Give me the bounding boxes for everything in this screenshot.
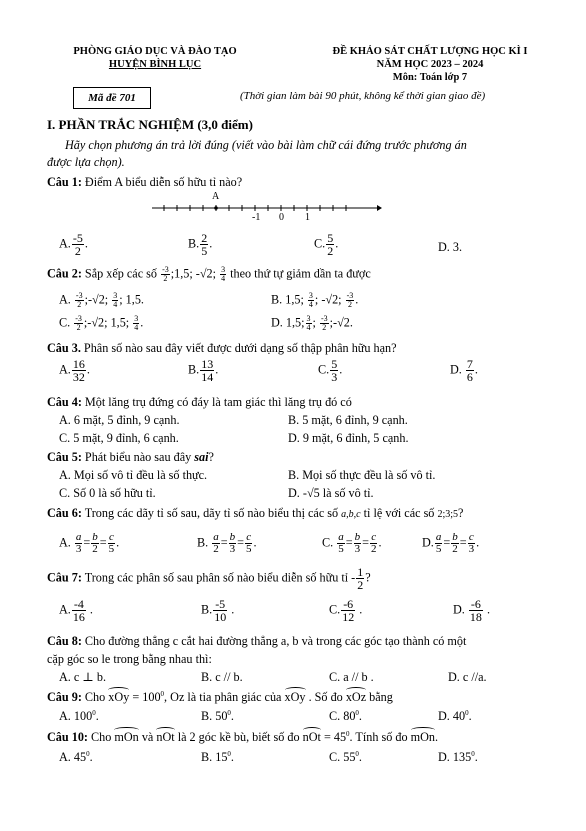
question-9: Câu 9: Cho xOy = $100^0$, Oz là tia phân giác của xOy . Số đo xOz bằng (47, 690, 393, 705)
q5-option-a: A. Mọi số vô tỉ đều là số thực. (59, 468, 208, 482)
q8-option-a: A. c ⊥ b. (59, 670, 107, 684)
q5-option-d: D. -√5 là số vô tỉ. (288, 486, 374, 500)
question-10: Câu 10: Cho mOn và nOt là 2 góc kề bù, biết số đo nOt = $45^0$. Tính số đo mOn. (47, 730, 439, 745)
section-title: I. PHẦN TRẮC NGHIỆM (3,0 điểm) (47, 117, 253, 132)
instruction-line-2: được lựa chọn). (47, 155, 125, 169)
q3-option-c: C. $\frac{5}{3}$ . (318, 357, 343, 384)
q3-option-a: A. $\frac{16}{32}$ . (59, 357, 90, 384)
q4-option-c: C. 5 mặt, 9 đỉnh, 6 cạnh. (59, 431, 179, 445)
tick-label-minus-1: -1 (252, 212, 261, 223)
q2-option-b: B. 1,5; $\frac{3}{4}$ ; -√2; $\frac{-3}{2}$ . (271, 291, 359, 309)
q4-option-b: B. 5 mặt, 6 đỉnh, 9 cạnh. (288, 413, 408, 427)
q1-option-c: C. $\frac{5}{2}$ . (314, 231, 339, 258)
exam-code-box: Mã đề 701 (73, 87, 151, 109)
q1-option-d: D. 3. (438, 240, 463, 254)
q9-option-b: B. $50^0$. (201, 709, 234, 724)
point-a-label: A (212, 191, 220, 202)
q3-option-d: D. $\frac{7}{6}$ . (450, 357, 478, 384)
q5-option-c: C. Số 0 là số hữu tỉ. (59, 486, 156, 500)
q9-option-d: D. $40^0$. (438, 709, 472, 724)
q9-option-c: C. $80^0$. (329, 709, 362, 724)
q1-option-a: A. $\frac{-5}{2}$ . (59, 231, 88, 258)
question-7: Câu 7: Trong các phân số sau phân số nào biểu diễn số hữu tỉ - $\frac{1}{2}$ ? (47, 565, 371, 592)
question-5: Câu 5: Phát biểu nào sau đây sai? (47, 450, 214, 464)
q2-option-a: A. $\frac{-3}{2}$ ;-√2; $\frac{3}{4}$ ; 1,5. (59, 291, 144, 309)
q7-option-b: B. $\frac{-5}{10}$ . (201, 597, 235, 624)
q6-option-d: D. $\frac{a}{5}$ = $\frac{b}{2}$ = $\frac{c}{3}$ . (422, 531, 480, 555)
subject-line: Môn: Toán lớp 7 (392, 72, 468, 83)
district-name: HUYỆN BÌNH LỤC (108, 59, 202, 70)
tick-label-1: 1 (305, 212, 310, 223)
q10-option-b: B. $15^0$. (201, 750, 234, 765)
q7-option-d: D. $\frac{-6}{18}$ . (453, 597, 490, 624)
question-4: Câu 4: Một lăng trụ đứng có đáy là tam giác thì lăng trụ đó có (47, 395, 352, 409)
question-8: Câu 8: Cho đường thẳng c cắt hai đường thẳng a, b và trong các góc tạo thành có một (47, 634, 467, 648)
q1-option-b: B. $\frac{2}{5}$ . (188, 231, 213, 258)
q3-option-b: B. $\frac{13}{14}$ . (188, 357, 219, 384)
q8-option-c: C. a // b . (329, 670, 374, 684)
department-name: PHÒNG GIÁO DỤC VÀ ĐÀO TẠO (73, 46, 237, 57)
exam-title: ĐỀ KHẢO SÁT CHẤT LƯỢNG HỌC KÌ I (332, 46, 528, 57)
question-1: Câu 1: Điểm A biểu diễn số hữu tỉ nào? (47, 175, 243, 189)
q6-option-a: A. $\frac{a}{3}$ = $\frac{b}{2}$ = $\frac{c}{5}$ . (59, 531, 120, 555)
school-year: NĂM HỌC 2023 – 2024 (376, 59, 484, 70)
q6-option-b: B. $\frac{a}{2}$ = $\frac{b}{3}$ = $\frac{c}{5}$ . (197, 531, 257, 555)
tick-label-0: 0 (279, 212, 284, 223)
q7-option-c: C. $\frac{-6}{12}$ . (329, 597, 363, 624)
q8-option-b: B. c // b. (201, 670, 243, 684)
question-2: Câu 2: Sắp xếp các số $\frac{-3}{2}$ ;1,5; -√2; $\frac{3}{4}$ theo thứ tự giảm dần ta được (47, 265, 371, 283)
q6-option-c: C. $\frac{a}{5}$ = $\frac{b}{3}$ = $\frac{c}{2}$ . (322, 531, 382, 555)
q2-option-d: D. 1,5; $\frac{3}{4}$ ; $\frac{-3}{2}$ ;-√2. (271, 314, 353, 332)
instruction-line-1: Hãy chọn phương án trả lời đúng (viết vào bài làm chữ cái đứng trước phương án (65, 138, 467, 152)
q4-option-d: D. 9 mặt, 6 đỉnh, 5 cạnh. (288, 431, 409, 445)
q10-option-c: C. $55^0$. (329, 750, 362, 765)
q4-option-a: A. 6 mặt, 5 đỉnh, 9 cạnh. (59, 413, 180, 427)
q9-option-a: A. $100^0$. (59, 709, 99, 724)
question-3: Câu 3. Phân số nào sau đây viết được dưới dạng số thập phân hữu hạn? (47, 341, 397, 355)
q8-option-d: D. c //a. (448, 670, 487, 684)
number-line (152, 196, 382, 220)
time-note: (Thời gian làm bài 90 phút, không kể thời gian giao đề) (240, 90, 486, 102)
q2-option-c: C. $\frac{-3}{2}$ ;-√2; 1,5; $\frac{3}{4}$ . (59, 314, 144, 332)
q5-option-b: B. Mọi số thực đều là số vô tỉ. (288, 468, 436, 482)
q10-option-a: A. $45^0$. (59, 750, 93, 765)
q10-option-d: D. $135^0$. (438, 750, 478, 765)
q7-option-a: A. $\frac{-4}{16}$ . (59, 597, 93, 624)
question-8-line-2: cặp góc so le trong bằng nhau thì: (47, 652, 212, 666)
question-6: Câu 6: Trong các dãy tỉ số sau, dãy tỉ số nào biểu thị các số a,b,c tỉ lệ với các số 2;3;5? (47, 506, 464, 520)
